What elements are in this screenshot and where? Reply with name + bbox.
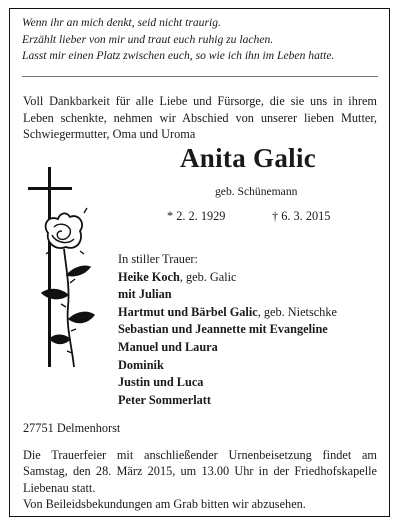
mourner-line <box>118 286 337 304</box>
mourner-line <box>118 357 337 375</box>
cross-rose-artwork <box>28 167 108 379</box>
deceased-name: Anita Galic <box>180 143 317 173</box>
poem-line: Wenn ihr an mich denkt, seid nicht traurig. <box>22 16 221 29</box>
mourner-name: Dominik <box>118 357 164 372</box>
mourner-line <box>118 374 337 392</box>
mourner-name: mit Julian <box>118 287 172 302</box>
obituary-notice <box>9 8 390 517</box>
poem <box>22 15 334 65</box>
place-line: 27751 Delmenhorst <box>23 421 121 435</box>
mourner-line <box>118 304 337 322</box>
thanks-text: Voll Dankbarkeit für alle Liebe und Fürsorge, die sie uns in ihrem Leben schenkte, nehmen wir Abschied von unserer lieben Mutter, Schwiegermutter, Oma und Uroma <box>23 94 377 141</box>
mourner-name: Heike Koch <box>118 269 180 284</box>
mourner-line <box>118 339 337 357</box>
mourners-heading: In stiller Trauer: <box>118 252 198 266</box>
mourner-suffix: , geb. Galic <box>179 269 237 284</box>
mourner-line <box>118 392 337 410</box>
mourner-line <box>118 269 337 287</box>
mourner-name: Hartmut und Bärbel Galic <box>118 304 258 319</box>
birth-name: geb. Schünemann <box>215 185 298 198</box>
funeral-text: Die Trauerfeier mit anschließender Urnenbeisetzung findet am Samstag, den 28. März 2015, um 13.00 Uhr in der Friedhofskapelle Liebenau statt. <box>23 448 377 495</box>
mourner-name: Sebastian und Jeannette mit Evangeline <box>118 322 328 337</box>
death-date: † 6. 3. 2015 <box>272 209 331 223</box>
mourners-block <box>118 251 337 409</box>
closing-text: Von Beileidsbekundungen am Grab bitten wir abzusehen. <box>23 497 306 511</box>
poem-line: Lasst mir einen Platz zwischen euch, so wie ich ihn im Leben hatte. <box>22 49 335 62</box>
divider <box>22 76 378 77</box>
mourner-name: Manuel und Laura <box>118 339 218 354</box>
poem-line: Erzählt lieber von mir und traut euch ruhig zu lachen. <box>22 32 274 46</box>
mourner-line <box>118 321 337 339</box>
birth-date: * 2. 2. 1929 <box>167 209 226 223</box>
mourner-suffix: , geb. Nietschke <box>257 304 337 319</box>
mourner-name: Justin und Luca <box>118 375 204 390</box>
mourner-name: Peter Sommerlatt <box>118 392 211 407</box>
